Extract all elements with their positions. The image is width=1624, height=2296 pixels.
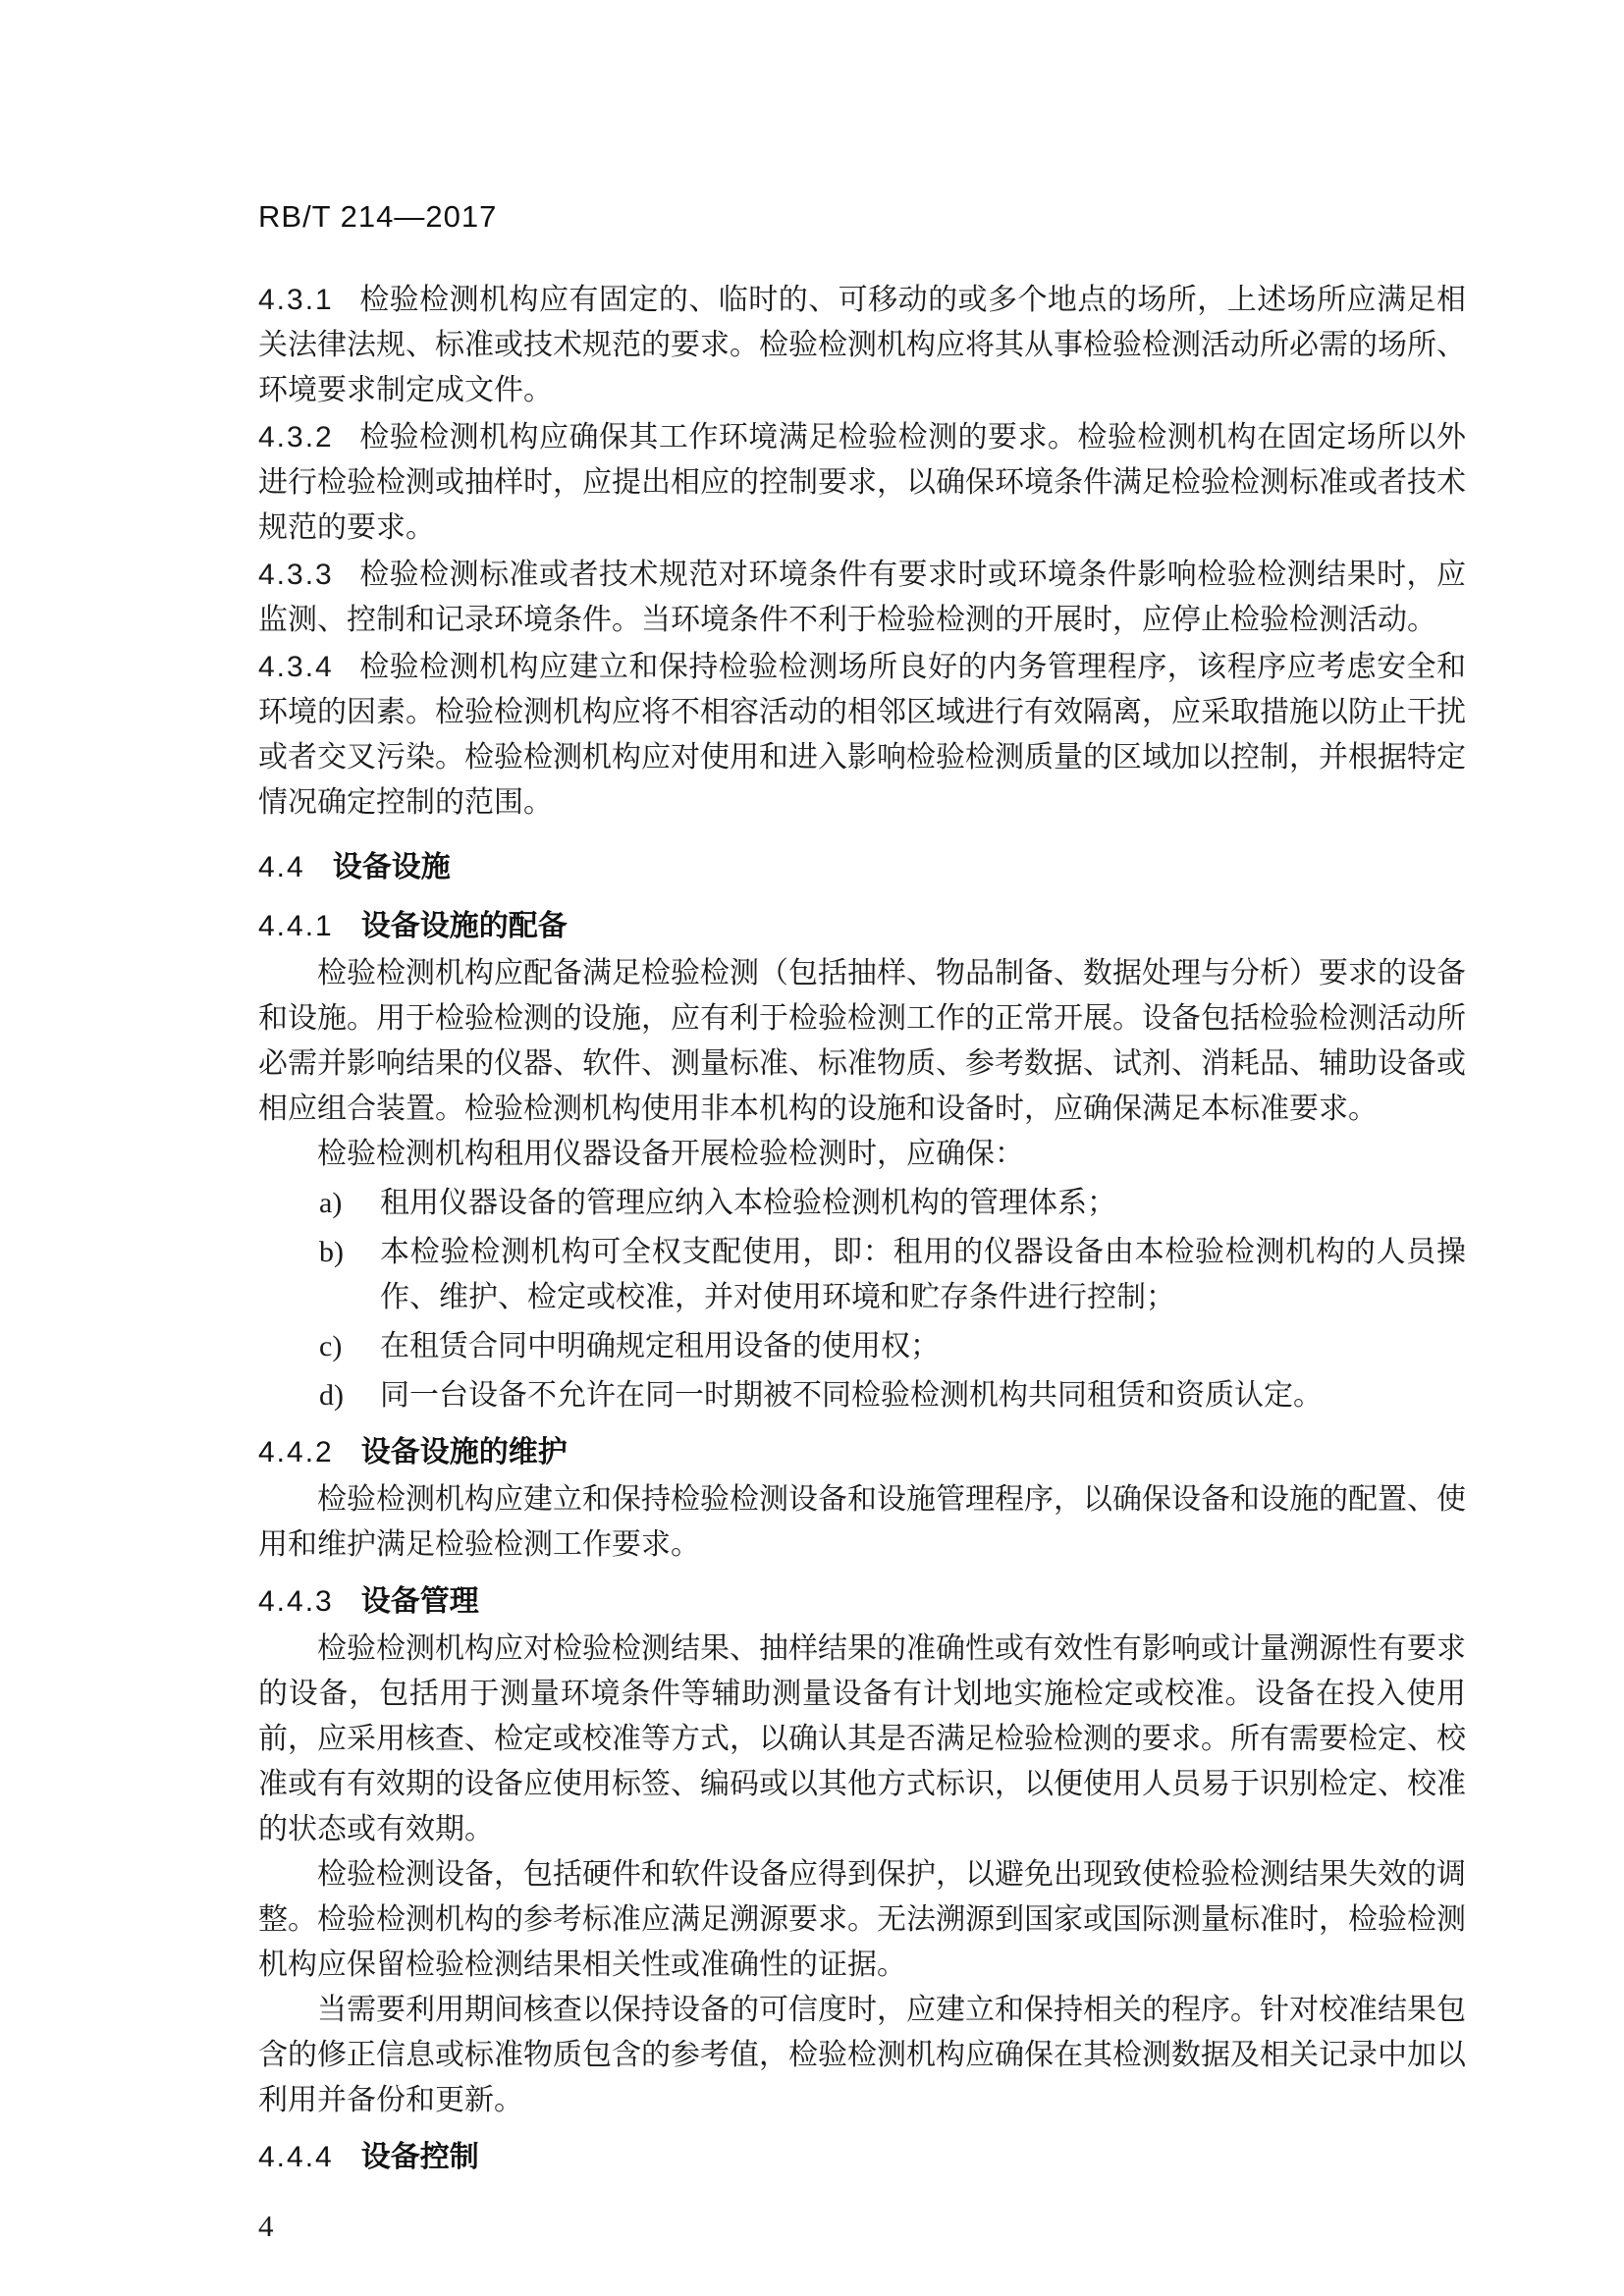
document-body: [258, 278, 1466, 2180]
body-paragraph: 当需要利用期间核查以保持设备的可信度时，应建立和保持相关的程序。针对校准结果包含的修正信息或标准物质包含的参考值，检验检测机构应确保在其检测数据及相关记录中加以利用并备份和更新。: [258, 1994, 1466, 2116]
list-item: [258, 1230, 1466, 1320]
subsection-heading: [258, 904, 1466, 949]
list-item-text: 租用仪器设备的管理应纳入本检验检测机构的管理体系；: [380, 1187, 1116, 1219]
body-paragraph: 检验检测设备，包括硬件和软件设备应得到保护，以避免出现致使检验检测结果失效的调整。检验检测机构的参考标准应满足溯源要求。无法溯源到国家或国际测量标准时，检验检测机构应保留检验检测结果相关性或准确性的证据。: [258, 1858, 1466, 1981]
clause-number: 4.3.2: [258, 421, 334, 454]
list-item-marker: d): [319, 1379, 344, 1412]
list-item-text: 本检验检测机构可全权支配使用，即：租用的仪器设备由本检验检测机构的人员操作、维护、检定或校准，并对使用环境和贮存条件进行控制；: [380, 1236, 1466, 1313]
list-item-text: 在租赁合同中明确规定租用设备的使用权；: [380, 1330, 940, 1362]
standard-code-header: RB/T 214—2017: [258, 199, 498, 234]
clause-paragraph: [258, 278, 1466, 413]
clause-paragraph: [258, 415, 1466, 551]
list-item: [258, 1324, 1466, 1369]
heading-number: 4.4: [258, 851, 305, 883]
list-item: [258, 1181, 1466, 1226]
list-item-marker: b): [319, 1236, 344, 1268]
clause-text: 检验检测机构应建立和保持检验检测场所良好的内务管理程序，该程序应考虑安全和环境的因素。检验检测机构应将不相容活动的相邻区域进行有效隔离，应采取措施以防止干扰或者交叉污染。检验检测机构应对使用和进入影响检验检测质量的区域加以控制，并根据特定情况确定控制的范围。: [258, 651, 1466, 819]
list-item-marker: a): [319, 1187, 343, 1219]
clause-paragraph: [258, 645, 1466, 826]
heading-number: 4.4.1: [258, 910, 334, 942]
body-paragraph: 检验检测机构租用仪器设备开展检验检测时，应确保：: [317, 1138, 1024, 1170]
subsection-heading: [258, 1430, 1466, 1475]
heading-title: 设备设施: [332, 851, 451, 883]
clause-number: 4.3.1: [258, 284, 334, 316]
clause-text: 检验检测机构应确保其工作环境满足检验检测的要求。检验检测机构在固定场所以外进行检验检测或抽样时，应提出相应的控制要求，以确保环境条件满足检验检测标准或者技术规范的要求。: [258, 421, 1466, 544]
page-number: 4: [258, 2209, 274, 2243]
subsection-heading: [258, 1579, 1466, 1625]
clause-text: 检验检测标准或者技术规范对环境条件有要求时或环境条件影响检验检测结果时，应监测、控制和记录环境条件。当环境条件不利于检验检测的开展时，应停止检验检测活动。: [258, 559, 1466, 636]
clause-text: 检验检测机构应有固定的、临时的、可移动的或多个地点的场所，上述场所应满足相关法律法规、标准或技术规范的要求。检验检测机构应将其从事检验检测活动所必需的场所、环境要求制定成文件。: [258, 284, 1466, 406]
subsection-heading: [258, 2135, 1466, 2180]
heading-number: 4.4.4: [258, 2141, 334, 2173]
body-paragraph: 检验检测机构应对检验检测结果、抽样结果的准确性或有效性有影响或计量溯源性有要求的设备，包括用于测量环境条件等辅助测量设备有计划地实施检定或校准。设备在投入使用前，应采用核查、检定或校准等方式，以确认其是否满足检验检测的要求。所有需要检定、校准或有有效期的设备应使用标签、编码或以其他方式标识，以便使用人员易于识别检定、校准的状态或有效期。: [258, 1632, 1466, 1845]
heading-number: 4.4.2: [258, 1436, 334, 1468]
body-paragraph: 检验检测机构应配备满足检验检测（包括抽样、物品制备、数据处理与分析）要求的设备和设施。用于检验检测的设施，应有利于检验检测工作的正常开展。设备包括检验检测活动所必需并影响结果的仪器、软件、测量标准、标准物质、参考数据、试剂、消耗品、辅助设备或相应组合装置。检验检测机构使用非本机构的设施和设备时，应确保满足本标准要求。: [258, 957, 1466, 1125]
body-paragraph: 检验检测机构应建立和保持检验检测设备和设施管理程序，以确保设备和设施的配置、使用和维护满足检验检测工作要求。: [258, 1483, 1466, 1561]
heading-title: 设备管理: [360, 1585, 479, 1618]
ordered-list: [258, 1181, 1466, 1418]
heading-title: 设备控制: [360, 2141, 479, 2173]
heading-title: 设备设施的配备: [360, 910, 568, 942]
section-heading: [258, 845, 1466, 890]
heading-number: 4.4.3: [258, 1585, 334, 1618]
page-content: [258, 199, 1466, 2249]
clause-paragraph: [258, 553, 1466, 643]
clause-number: 4.3.4: [258, 651, 334, 683]
list-item-marker: c): [319, 1330, 343, 1362]
heading-title: 设备设施的维护: [360, 1436, 568, 1468]
list-item: [258, 1373, 1466, 1418]
clause-number: 4.3.3: [258, 559, 334, 591]
list-item-text: 同一台设备不允许在同一时期被不同检验检测机构共同租赁和资质认定。: [380, 1379, 1323, 1412]
